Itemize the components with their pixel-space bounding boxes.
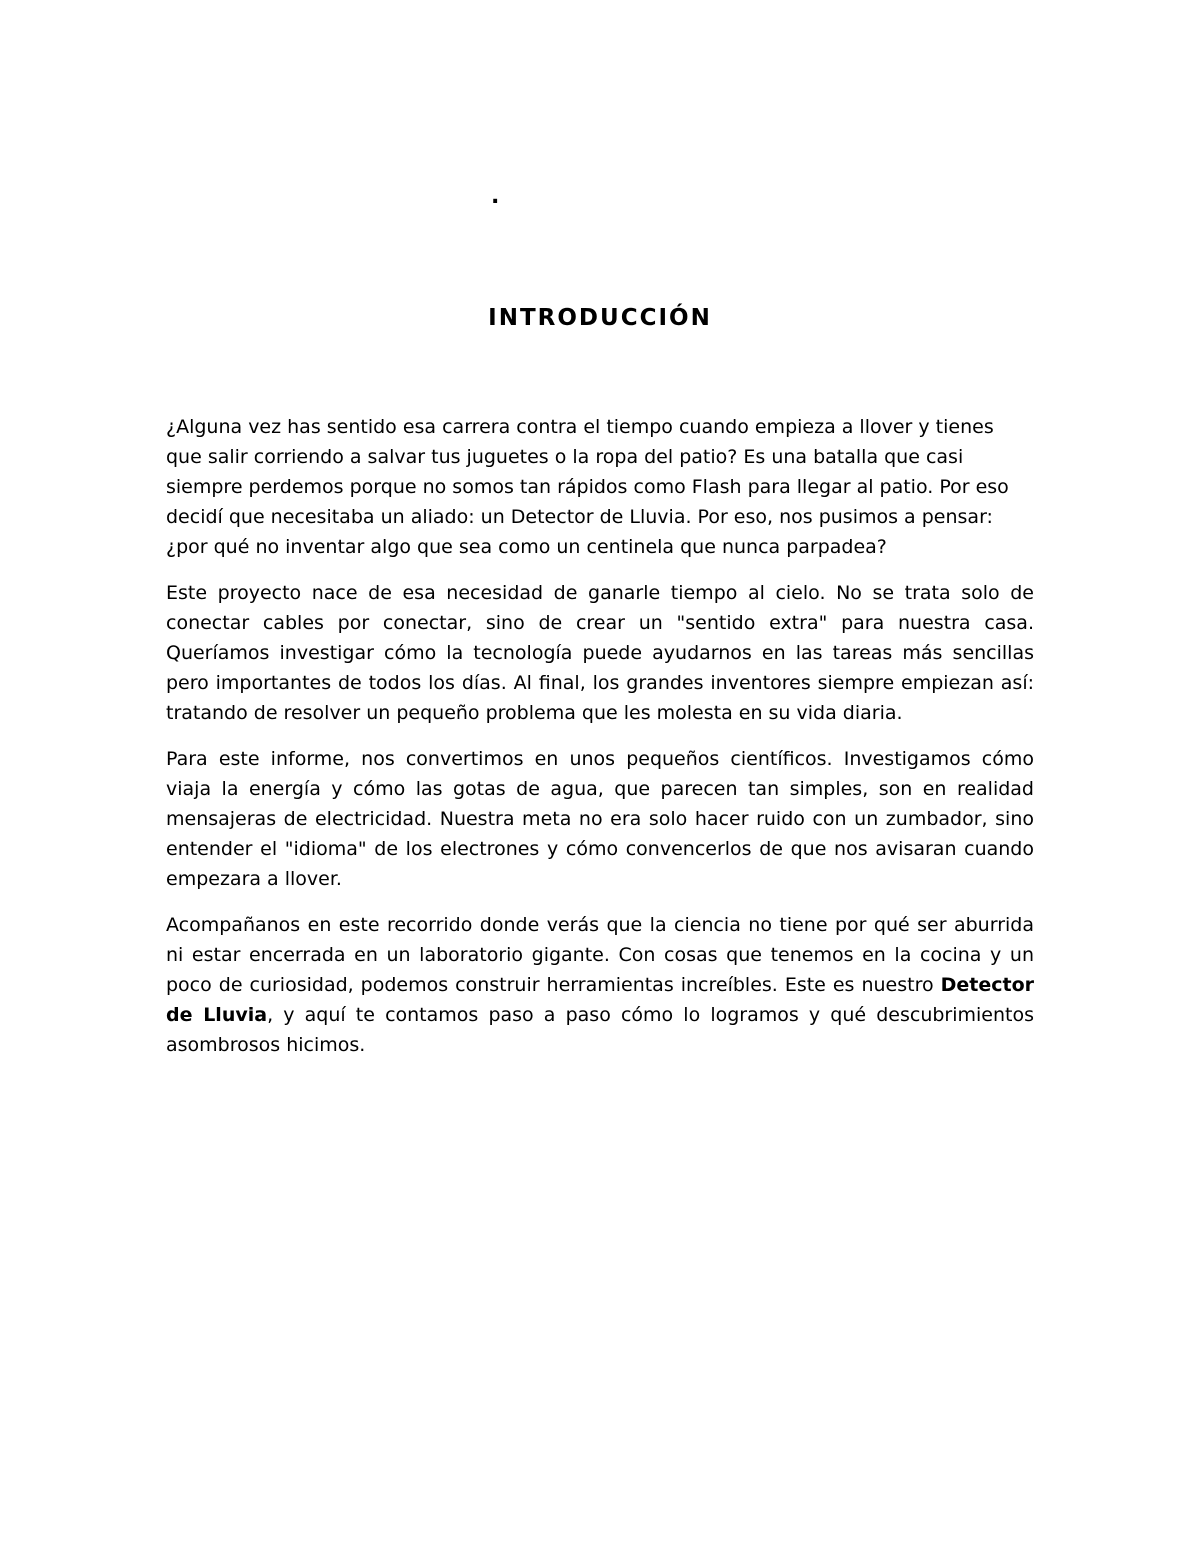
project-name-emphasis: Detector de Lluvia xyxy=(166,974,1034,1026)
paragraph-4-text-before: Acompañanos en este recorrido donde verás que la ciencia no tiene por qué ser aburrida ni estar encerrada en un laboratorio gigante. Con cosas que tenemos en la cocina y un poco de curiosidad, podemos construir herramientas increíbles. Este es nuestro xyxy=(166,914,1034,996)
paragraph-4 xyxy=(166,910,1034,1060)
top-mark: . xyxy=(491,184,500,209)
paragraph-1: ¿Alguna vez has sentido esa carrera contra el tiempo cuando empieza a llover y tienes que salir corriendo a salvar tus juguetes o la ropa del patio? Es una batalla que casi siempre perdemos porque no somos tan rápidos como Flash para llegar al patio. Por eso decidí que necesitaba un aliado: un Detector de Lluvia. Por eso, nos pusimos a pensar: ¿por qué no inventar algo que sea como un centinela que nunca parpadea? xyxy=(166,416,1009,558)
introduction-body xyxy=(166,412,1034,1076)
page-title: INTRODUCCIÓN xyxy=(488,305,712,332)
paragraph-3: Para este informe, nos convertimos en unos pequeños científicos. Investigamos cómo viaja la energía y cómo las gotas de agua, que parecen tan simples, son en realidad mensajeras de electricidad. Nuestra meta no era solo hacer ruido con un zumbador, sino entender el "idioma" de los electrones y cómo convencerlos de que nos avisaran cuando empezara a llover. xyxy=(166,748,1034,890)
paragraph-4-text-after: , y aquí te contamos paso a paso cómo lo logramos y qué descubrimientos asombrosos hicimos. xyxy=(166,1004,1035,1056)
paragraph-2: Este proyecto nace de esa necesidad de ganarle tiempo al cielo. No se trata solo de conectar cables por conectar, sino de crear un "sentido extra" para nuestra casa. Queríamos investigar cómo la tecnología puede ayudarnos en las tareas más sencillas pero importantes de todos los días. Al final, los grandes inventores siempre empiezan así: tratando de resolver un pequeño problema que les molesta en su vida diaria. xyxy=(166,582,1034,724)
